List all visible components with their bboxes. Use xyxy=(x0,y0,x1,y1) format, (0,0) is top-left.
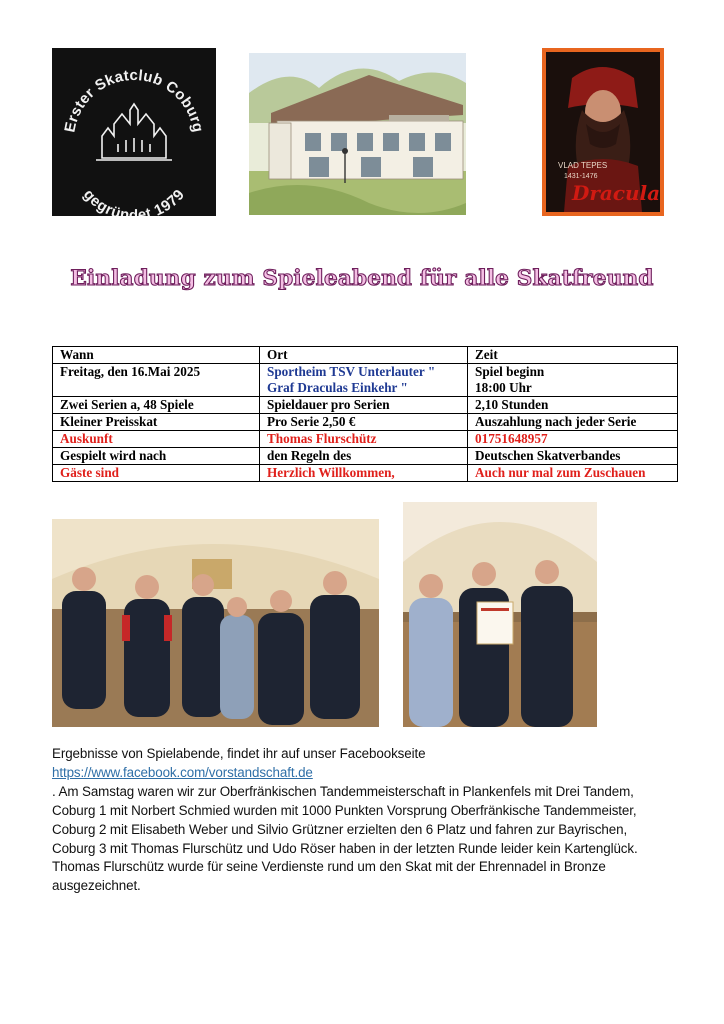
start-time: 18:00 Uhr xyxy=(475,380,532,395)
table-cell: Auszahlung nach jeder Serie xyxy=(468,414,678,431)
start-time-cell xyxy=(468,364,678,397)
table-header-row xyxy=(53,347,678,364)
venue-line-2: Graf Draculas Einkehr " xyxy=(267,380,408,395)
logo-arc-bottom: gegründet 1979 xyxy=(79,186,189,216)
report-line: . Am Samstag waren wir zur Oberfränkischen Tandemmeisterschaft in Plankenfels mit Drei Tandem, xyxy=(52,783,634,799)
table-row xyxy=(53,364,678,397)
club-logo xyxy=(52,48,216,216)
header-cell-when: Wann xyxy=(53,347,260,364)
table-cell: Zwei Serien a, 48 Spiele xyxy=(53,397,260,414)
table-cell: Gäste sind xyxy=(53,465,260,482)
poster-script: Dracula xyxy=(572,181,661,205)
header-cell-time: Zeit xyxy=(468,347,678,364)
facebook-link[interactable]: https://www.facebook.com/vorstandschaft.de xyxy=(52,764,313,780)
phone-number-cell: 01751648957 xyxy=(468,431,678,448)
table-cell: Pro Serie 2,50 € xyxy=(260,414,468,431)
poster-name: VLAD TEPES xyxy=(558,161,608,170)
clubhouse-drawing xyxy=(249,53,466,215)
venue-cell xyxy=(260,364,468,397)
svg-text:gegründet 1979 xyxy=(80,186,188,216)
logo-arc-top: Erster Skatclub Coburg xyxy=(61,66,207,134)
page-title: Einladung zum Spieleabend für alle Skatfreund xyxy=(70,266,654,291)
poster-years: 1431-1476 xyxy=(564,173,598,180)
header-cell-place: Ort xyxy=(260,347,468,364)
report-line: ausgezeichnet. xyxy=(52,878,141,894)
report-line: Thomas Flurschütz wurde für seine Verdienste rund um den Skat mit der Ehrennadel in Bronze xyxy=(52,859,606,875)
award-photo xyxy=(403,502,597,727)
table-cell: Deutschen Skatverbandes xyxy=(468,448,678,465)
table-cell: Spieldauer pro Serien xyxy=(260,397,468,414)
table-cell: Auskunft xyxy=(53,431,260,448)
table-row xyxy=(53,414,678,431)
table-cell: 2,10 Stunden xyxy=(468,397,678,414)
report-line: Coburg 1 mit Norbert Schmied wurden mit 1000 Punkten Vorsprung Oberfränkische Tandemmeister, xyxy=(52,802,637,818)
table-cell: Auch nur mal zum Zuschauen xyxy=(468,465,678,482)
svg-text:Erster Skatclub Coburg xyxy=(61,67,206,134)
table-row xyxy=(53,465,678,482)
dracula-poster xyxy=(542,48,664,216)
results-intro: Ergebnisse von Spielabende, findet ihr auf unser Facebookseite xyxy=(52,746,426,761)
contact-name-cell: Thomas Flurschütz xyxy=(260,431,468,448)
table-cell: Kleiner Preisskat xyxy=(53,414,260,431)
table-row xyxy=(53,397,678,414)
report-line: Coburg 2 mit Elisabeth Weber und Silvio Grützner erzielten den 6 Platz und fahren zur Bayrischen, xyxy=(52,821,628,837)
date-cell: Freitag, den 16.Mai 2025 xyxy=(53,364,260,397)
castle-icon xyxy=(96,104,172,160)
table-row xyxy=(53,448,678,465)
event-info-table xyxy=(52,346,678,482)
table-cell: Herzlich Willkommen, xyxy=(260,465,468,482)
table-cell: Gespielt wird nach xyxy=(53,448,260,465)
table-row xyxy=(53,431,678,448)
venue-line-1: Sportheim TSV Unterlauter " xyxy=(267,364,436,379)
group-photo xyxy=(52,519,379,727)
table-cell: den Regeln des xyxy=(260,448,468,465)
report-line: Coburg 3 mit Thomas Flurschütz und Udo Röser haben in der letzten Runde leider kein Kartenglück. xyxy=(52,840,638,856)
start-label: Spiel beginn xyxy=(475,364,545,379)
results-section xyxy=(52,745,712,896)
